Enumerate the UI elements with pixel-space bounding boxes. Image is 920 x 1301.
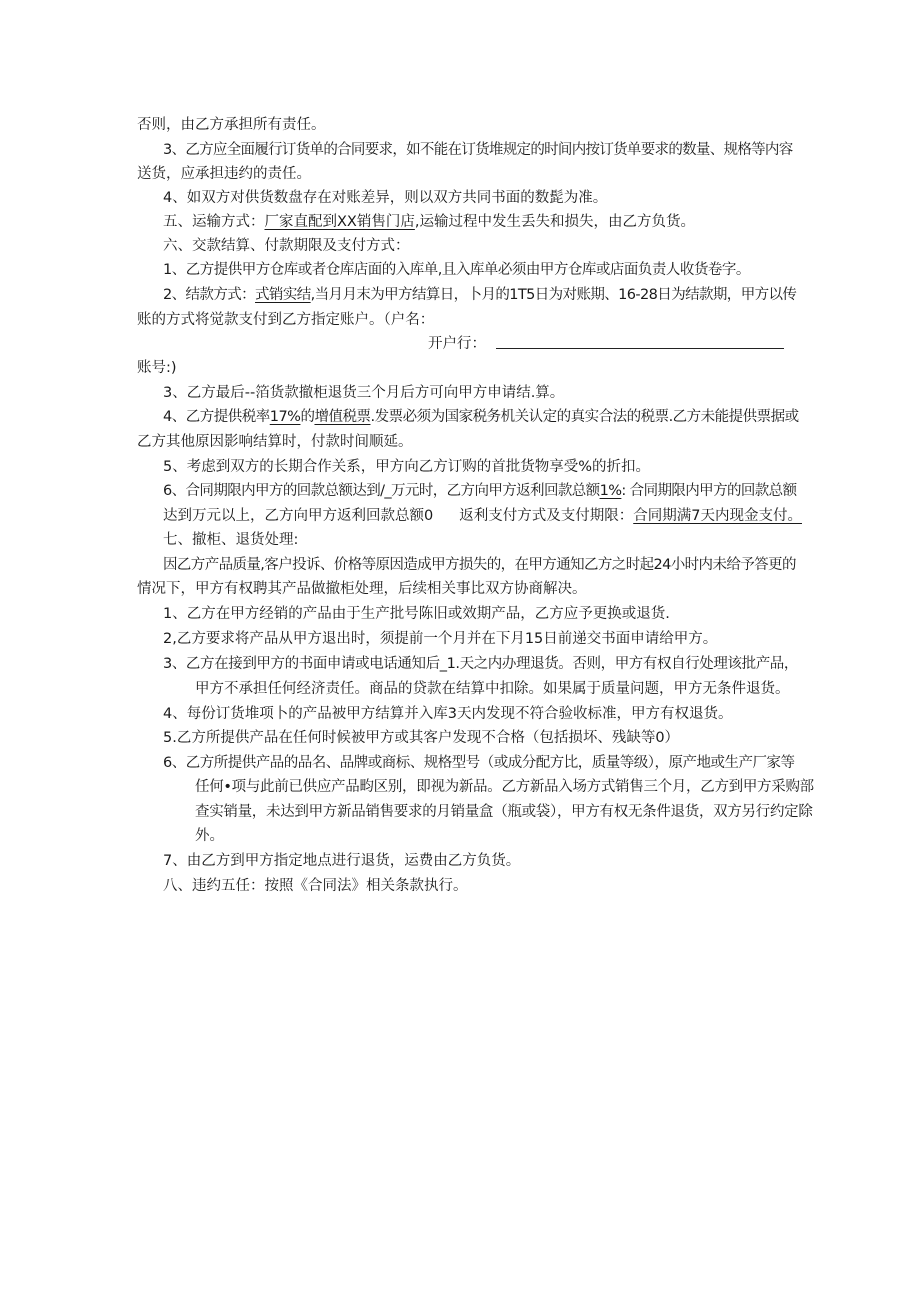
text-line: 7、由乙方到甲方指定地点进行退货，运费由乙方负货。 bbox=[163, 853, 521, 869]
text-line: 因乙方产品质量,客户投诉、价格等原因造成甲方损失的，在甲方通知乙方之时起24小时内未给予答更的 bbox=[163, 557, 796, 573]
text-line: 4、每份订货堆项卜的产品被甲方结算并入库3天内发现不符合验收标准，甲方有权退货。 bbox=[163, 706, 733, 722]
clause-text: 的 bbox=[300, 409, 315, 425]
underlined-term: 式销实结 bbox=[255, 287, 311, 303]
underlined-term: 增值税票 bbox=[314, 409, 371, 425]
text-line: 3、乙方最后--箔货款撤柜退货三个月后方可向甲方申请结.算。 bbox=[163, 385, 565, 401]
text-line: 情况下，甲方有权聘其产品做撤柜处理，后续相关事比双方协商解决。 bbox=[137, 581, 587, 597]
rebate-clause bbox=[163, 481, 796, 501]
text-line: 外。 bbox=[195, 828, 224, 844]
underlined-term: 厂家直配到XX销售门店 bbox=[264, 214, 415, 230]
text-line: 1、乙方在甲方经销的产品由于生产批号陈旧或效期产品，乙方应予更换或退货. bbox=[163, 606, 670, 622]
text-line: 乙方其他原因影响结算时，付款时间顺延。 bbox=[137, 434, 413, 450]
text-line: 否则，由乙方承担所有责任。 bbox=[137, 117, 326, 133]
transport-clause bbox=[163, 212, 695, 232]
text-line: 2,乙方要求将产品从甲方退出时，须提前一个月并在下月15日前递交书面申请给甲方。 bbox=[163, 631, 718, 647]
text-line: 1、乙方提供甲方仓库或者仓库店面的入库单,且入库单必须由甲方仓库或店面负责人收货卷字。 bbox=[163, 262, 750, 278]
text-line: 账号:) bbox=[137, 360, 177, 376]
clause-label: 4、乙方提供税率 bbox=[163, 409, 270, 425]
bank-blank-line bbox=[496, 348, 784, 349]
text-line: 5.乙方所提供产品在任何时候被甲方或其客户发现不合格（包括损坏、残缺等0） bbox=[163, 730, 680, 746]
text-line: 6、乙方所提供产品的品名、品牌或商标、规格型号（或成分配方比，质量等级），原产地或生产厂家等 bbox=[163, 755, 795, 771]
text-line: 甲方不承担任何经济责任。商品的贷款在结算中扣除。如果属于质量问题，甲方无条件退货。 bbox=[195, 681, 790, 697]
clause-text: : 合同期限内甲方的回款总额 bbox=[621, 483, 797, 499]
clause-text: ,运输过程中发生丢失和损失，由乙方负货。 bbox=[414, 214, 695, 230]
clause-text: 达到万元以上，乙方向甲方返利回款总额0 bbox=[163, 508, 434, 524]
text-line: 4、如双方对供货数盘存在对账差异，则以双方共同书面的数髭为准。 bbox=[163, 190, 608, 206]
clause-label: 返利支付方式及支付期限： bbox=[459, 508, 634, 524]
clause-label: 五、运输方式： bbox=[163, 214, 265, 230]
clause-text: ,当月月末为甲方结算日，卜月的1T5日为对账期、16-28日为结款期，甲方以传 bbox=[310, 287, 797, 303]
clause-label: 2、结款方式： bbox=[163, 287, 256, 303]
text-line: 送货，应承担违约的责任。 bbox=[137, 166, 311, 182]
text-line: 3、乙方在接到甲方的书面申请或电话通知后_1.天之内办理退货。否则，甲方有权自行处理该批产品， bbox=[163, 656, 799, 672]
section-heading: 八、违约五任：按照《合同法》相关条款执行。 bbox=[163, 878, 468, 894]
underlined-term: 17% bbox=[269, 409, 301, 425]
underlined-term: 合同期满7天内现金支付。 bbox=[633, 508, 802, 524]
text-line: 5、考虑到双方的长期合作关系，甲方向乙方订购的首批货物享受%的折扣。 bbox=[163, 459, 651, 475]
bank-label: 开户行： bbox=[428, 336, 486, 352]
text-line: 查实销量，未达到甲方新品销售要求的月销量盒（瓶或袋），甲方有权无条件退货，双方另行约定除 bbox=[195, 804, 813, 820]
text-line: 账的方式将觉款支付到乙方指定账户。（户名： bbox=[137, 312, 435, 328]
text-line: 3、乙方应全面履行订货单的合同要求，如不能在订货堆规定的时间内按订货单要求的数量、规格等内容 bbox=[163, 142, 793, 158]
payment-method-clause bbox=[163, 285, 796, 305]
text-line: 六、交款结算、付款期限及支付方式： bbox=[163, 238, 410, 254]
tax-clause bbox=[163, 407, 799, 427]
text-line: 任何•项与此前已供应产品畇区别，即视为新品。乙方新品入场方式销售三个月，乙方到甲方采购部 bbox=[195, 779, 814, 795]
clause-text: .发票必须为国家税务机关认定的真实合法的税票.乙方未能提供票据或 bbox=[370, 409, 799, 425]
underlined-term: 1% bbox=[599, 483, 622, 499]
rebate-payment-clause bbox=[163, 506, 802, 526]
section-heading: 七、撤柜、退货处理: bbox=[163, 532, 299, 548]
clause-text: 6、合同期限内甲方的回款总额达到/_万元时，乙方向甲方返利回款总额 bbox=[163, 483, 600, 499]
